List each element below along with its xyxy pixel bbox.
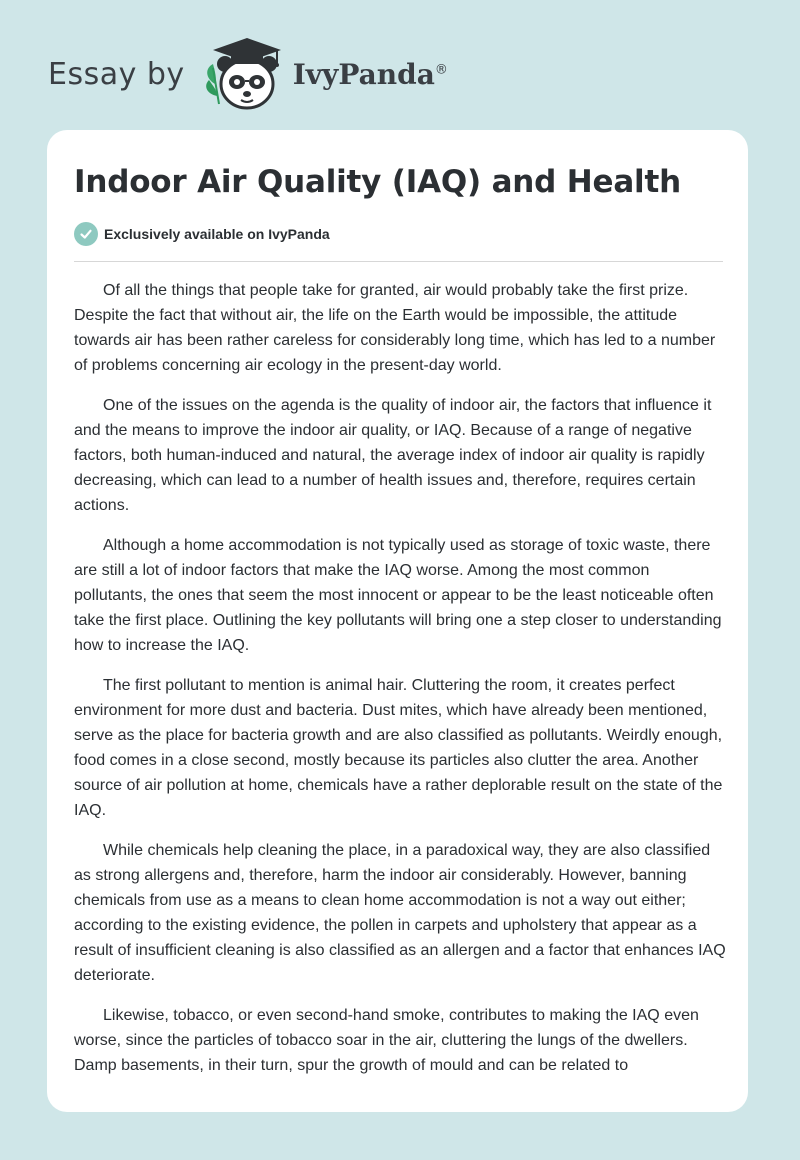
- paragraph: The first pollutant to mention is animal hair. Cluttering the room, it creates perfect environment for more dust and bacteria. Dust mites, which have already been mentioned, serve as the place for bacteria growth and are also classified as pollutants. Weirdly enough, food comes in a close second, mostly because its particles also clutter the area. Another source of air pollution at home, chemicals have a rather deplorable result on the state of the IAQ.: [74, 677, 723, 819]
- exclusive-badge-label: Exclusively available on IvyPanda: [104, 226, 330, 242]
- essay-card: [47, 130, 748, 1112]
- exclusive-badge: [74, 222, 330, 246]
- paragraph: One of the issues on the agenda is the quality of indoor air, the factors that influence it and the means to improve the indoor air quality, or IAQ. Because of a range of negative factors, both human-induced and natural, the average index of indoor air quality is rapidly decreasing, which can lead to a number of health issues and, therefore, requires certain actions.: [74, 397, 712, 514]
- page-title: Indoor Air Quality (IAQ) and Health: [74, 164, 681, 200]
- paragraph: Likewise, tobacco, or even second-hand smoke, contributes to making the IAQ even worse, since the particles of tobacco soar in the air, cluttering the lungs of the dwellers. Damp basements, in their turn, spur the growth of mould and can be related to: [74, 1007, 699, 1074]
- ivypanda-logo-icon[interactable]: [199, 34, 289, 114]
- brand-label: IvyPanda: [292, 57, 435, 91]
- divider: [74, 261, 723, 262]
- check-icon: [74, 222, 98, 246]
- site-header: [48, 34, 448, 114]
- essay-body: [74, 278, 726, 1093]
- paragraph: Although a home accommodation is not typically used as storage of toxic waste, there are still a lot of indoor factors that make the IAQ worse. Among the most common pollutants, the ones that seem the most innocent or appear to be the least noticeable often take the first place. Outlining the key pollutants will bring one a step closer to understanding how to increase the IAQ.: [74, 537, 722, 654]
- registered-mark: ®: [434, 62, 448, 78]
- paragraph: Of all the things that people take for granted, air would probably take the first prize. Despite the fact that without air, the life on the Earth would be impossible, the attitude towards air has been rather careless for considerably long time, which has led to a number of problems concerning air ecology in the present-day world.: [74, 282, 716, 374]
- paragraph: While chemicals help cleaning the place, in a paradoxical way, they are also classified as strong allergens and, therefore, harm the indoor air considerably. However, banning chemicals from use as a means to clean home accommodation is not a way out either; according to the existing evidence, the pollen in carpets and upholstery that appear as a result of insufficient cleaning is also classified as an allergen and a factor that enhances IAQ deteriorate.: [74, 842, 726, 984]
- essay-by-label: Essay by: [48, 56, 185, 92]
- ivypanda-brand-name[interactable]: [293, 58, 448, 91]
